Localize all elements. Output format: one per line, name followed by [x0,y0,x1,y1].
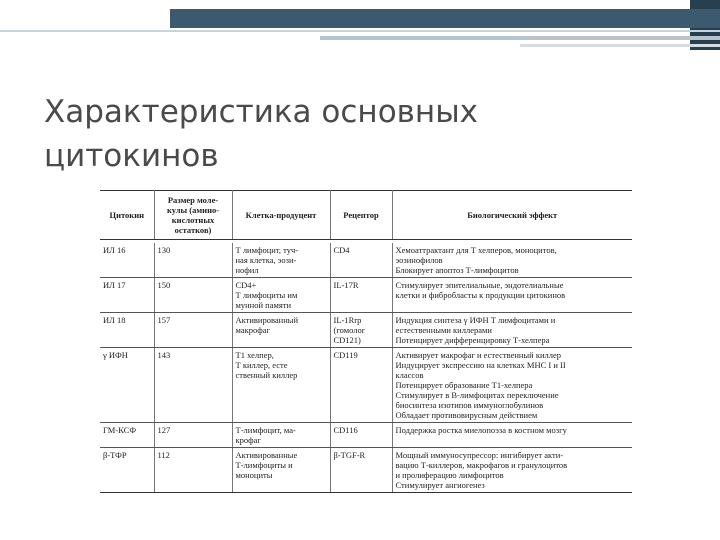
header-receptor: Рецептор [330,191,392,240]
cell-effect [392,348,632,423]
cell-producer [232,243,330,278]
cell-cytokine: ГМ-КСФ [100,423,154,448]
cell-effect-line: Активирует макрофаг и естественный киллер [395,350,562,360]
cell-producer-line: Т лимфоцит, туч- [235,245,299,255]
table-row [100,278,632,313]
cell-effect-line: Потенцирует дифференцировку Т-хелпера [395,335,550,345]
cell-receptor-line: β-TGF-R [333,450,366,460]
cell-producer [232,348,330,423]
cytokine-table-image [100,190,632,493]
cell-cytokine: β-ТФР [100,448,154,493]
cell-cytokine: γ ИФН [100,348,154,423]
table-row [100,348,632,423]
cell-effect-line: Стимулирует ангиогенез [395,480,485,490]
cell-producer-line: нофил [235,265,259,275]
cell-receptor-line: IL-17R [333,280,359,290]
cell-producer-line: крофаг [235,435,261,445]
cell-producer-line: CD4+ [235,280,257,290]
cytokine-table [100,190,632,493]
cell-effect [392,448,632,493]
slide-title-line-2: цитокинов [44,138,219,174]
cell-size: 112 [154,448,232,493]
header-size-line: Размер моле- [167,195,219,205]
cell-effect-line: эозинофилов [395,255,443,265]
cell-producer-line: моноциты [235,470,273,480]
cell-effect-line: Индукция синтеза γ ИФН Т лимфоцитами и [395,315,556,325]
cell-size: 143 [154,348,232,423]
cell-producer-line: Т киллер, есте [235,360,288,370]
cell-cytokine: ИЛ 16 [100,243,154,278]
cell-producer-line: макрофаг [235,325,270,335]
header-short-line [520,44,720,47]
cell-effect-line: Стимулирует в В-лимфоцитах переключение [395,390,559,400]
cell-effect-line: Индуцирует экспрессию на клетках МНС I и II [395,360,566,370]
cell-producer-line: мунной памяти [235,300,292,310]
cell-receptor [330,348,392,423]
cell-producer-line: ственный киллер [235,370,298,380]
table-body [100,243,632,493]
cell-receptor-line: CD121) [333,335,361,345]
cell-producer-line: Т-лимфоцит, ма- [235,425,296,435]
cell-receptor [330,278,392,313]
header-effect: Биологический эффект [392,191,632,240]
cell-effect-line: Обладает противовирусным действием [395,410,538,420]
cell-receptor [330,243,392,278]
cell-producer [232,313,330,348]
cell-effect [392,278,632,313]
cell-effect-line: клетки и фибробласты к продукции цитокинов [395,290,566,300]
table-row [100,313,632,348]
cell-effect-line: вацию Т-киллеров, макрофагов и гранулоцитов [395,460,568,470]
cell-size: 157 [154,313,232,348]
cell-effect-line: Потенцирует образование Т1-хелпера [395,380,533,390]
cell-size: 130 [154,243,232,278]
slide-title [44,90,684,178]
cell-receptor-line: IL-1Rrp [333,315,362,325]
cell-receptor-line: CD119 [333,350,358,360]
header-producer: Клетка-продуцент [232,191,330,240]
cell-effect-line: классов [395,370,424,380]
cell-effect [392,313,632,348]
cell-size: 150 [154,278,232,313]
cell-producer [232,423,330,448]
cell-producer [232,278,330,313]
header-cytokine: Цитокин [100,191,154,240]
header-accent-bar [170,9,720,28]
cell-receptor [330,313,392,348]
table-row [100,243,632,278]
cell-effect-line: Хемоаттрактант для Т хелперов, моноцитов, [395,245,557,255]
header-size-line: кулы (амино- [166,205,220,215]
header-size-line: кислотных [171,215,215,225]
header-thin-line [0,30,720,32]
table-header-row [100,191,632,240]
cell-receptor [330,448,392,493]
cell-effect-line: Поддержка ростка миелопоэза в костном мозгу [395,425,567,435]
cell-effect-line: естественными киллерами [395,325,492,335]
cell-producer-line: Т1 хелпер, [235,350,274,360]
table-row [100,423,632,448]
cell-producer-line: Т лимфоциты им [235,290,298,300]
table-row [100,448,632,493]
header-size [154,191,232,240]
cell-cytokine: ИЛ 17 [100,278,154,313]
cell-receptor-line: CD4 [333,245,350,255]
cell-producer-line: Т-лимфоциты и [235,460,293,470]
cell-effect-line: Стимулирует эпителиальные, эндотелиальные [395,280,564,290]
slide-title-line-1: Характеристика основных [44,94,479,130]
cell-effect-line: биосинтеза изотипов иммуноглобулинов [395,400,544,410]
cell-size: 127 [154,423,232,448]
cell-effect-line: и пролиферацию лимфоцитов [395,470,504,480]
cell-effect [392,423,632,448]
cell-producer-line: Активированный [235,315,299,325]
cell-effect [392,243,632,278]
cell-effect-line: Блокирует апоптоз Т-лимфоцитов [395,265,519,275]
header-size-line: остатков) [174,225,212,235]
cell-effect-line: Мощный иммуносупрессор: ингибирует акти- [395,450,564,460]
cell-receptor-line: (гомолог [333,325,366,335]
cell-receptor-line: CD116 [333,425,358,435]
header-accent-line [320,36,720,40]
cell-receptor [330,423,392,448]
cell-producer-line: ная клетка, эози- [235,255,297,265]
cell-producer-line: Активированные [235,450,298,460]
cell-producer [232,448,330,493]
cell-cytokine: ИЛ 18 [100,313,154,348]
